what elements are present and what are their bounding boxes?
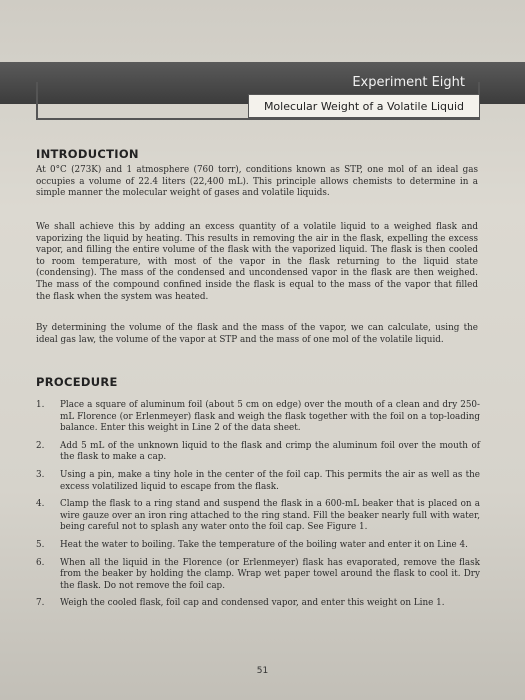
procedure-heading: PROCEDURE (36, 375, 118, 389)
page-title: Molecular Weight of a Volatile Liquid (248, 94, 480, 118)
intro-paragraph-1: At 0°C (273K) and 1 atmosphere (760 torr), conditions known as STP, one mol of an ideal gas occupies a volume of 22.4 liters (22,400 mL). This principle allows chemists to determine in a simple manner the molecular weight of gases and volatile liquids. (36, 165, 478, 199)
procedure-step: 5. Heat the water to boiling. Take the temperature of the boiling water and enter it on Line 4. (36, 539, 468, 550)
intro-paragraph-2: We shall achieve this by adding an excess quantity of a volatile liquid to a weighed flask and vaporizing the liquid by heating. This results in removing the air in the flask, expelling the excess vapor, and filling the entire volume of the flask with the vaporized liquid. The flask is then cooled to room temperature, with most of the vapor in the flask returning to the liquid state (condensing). The mass of the condensed and uncondensed vapor in the flask are then weighed. The mass of the compound confined inside the flask is equal to the mass of the vapor that filled the flask when the system was heated. (36, 222, 478, 302)
procedure-step: 6. When all the liquid in the Florence (or Erlenmeyer) flask has evaporated, remove the flask from the beaker by holding the clamp. Wrap wet paper towel around the flask to cool it. Dry the flask. Do not remove the foil cap. (36, 557, 480, 591)
procedure-step: 1. Place a square of aluminum foil (about 5 cm on edge) over the mouth of a clean and dry 250-mL Florence (or Erlenmeyer) flask and weigh the flask together with the foil on a top-loading balance. Enter this weight in Line 2 of the data sheet. (36, 400, 480, 434)
procedure-steps (36, 400, 480, 616)
experiment-label: Experiment Eight (352, 75, 465, 90)
procedure-step: 3. Using a pin, make a tiny hole in the center of the foil cap. This permits the air as well as the excess volatilized liquid to escape from the flask. (36, 469, 480, 492)
page-number: 51 (256, 666, 269, 676)
procedure-step: 2. Add 5 mL of the unknown liquid to the flask and crimp the aluminum foil over the mouth of the flask to make a cap. (36, 440, 480, 463)
procedure-step: 7. Weigh the cooled flask, foil cap and condensed vapor, and enter this weight on Line 1. (36, 598, 445, 609)
introduction-heading: INTRODUCTION (36, 147, 139, 161)
procedure-step: 4. Clamp the flask to a ring stand and suspend the flask in a 600-mL beaker that is placed on a wire gauze over an iron ring attached to the ring stand. Fill the beaker nearly full with water, being careful not to splash any water onto the foil cap. See Figure 1. (36, 499, 480, 533)
intro-paragraph-3: By determining the volume of the flask and the mass of the vapor, we can calculate, using the ideal gas law, the volume of the vapor at STP and the mass of one mol of the volatile liquid. (36, 323, 478, 345)
